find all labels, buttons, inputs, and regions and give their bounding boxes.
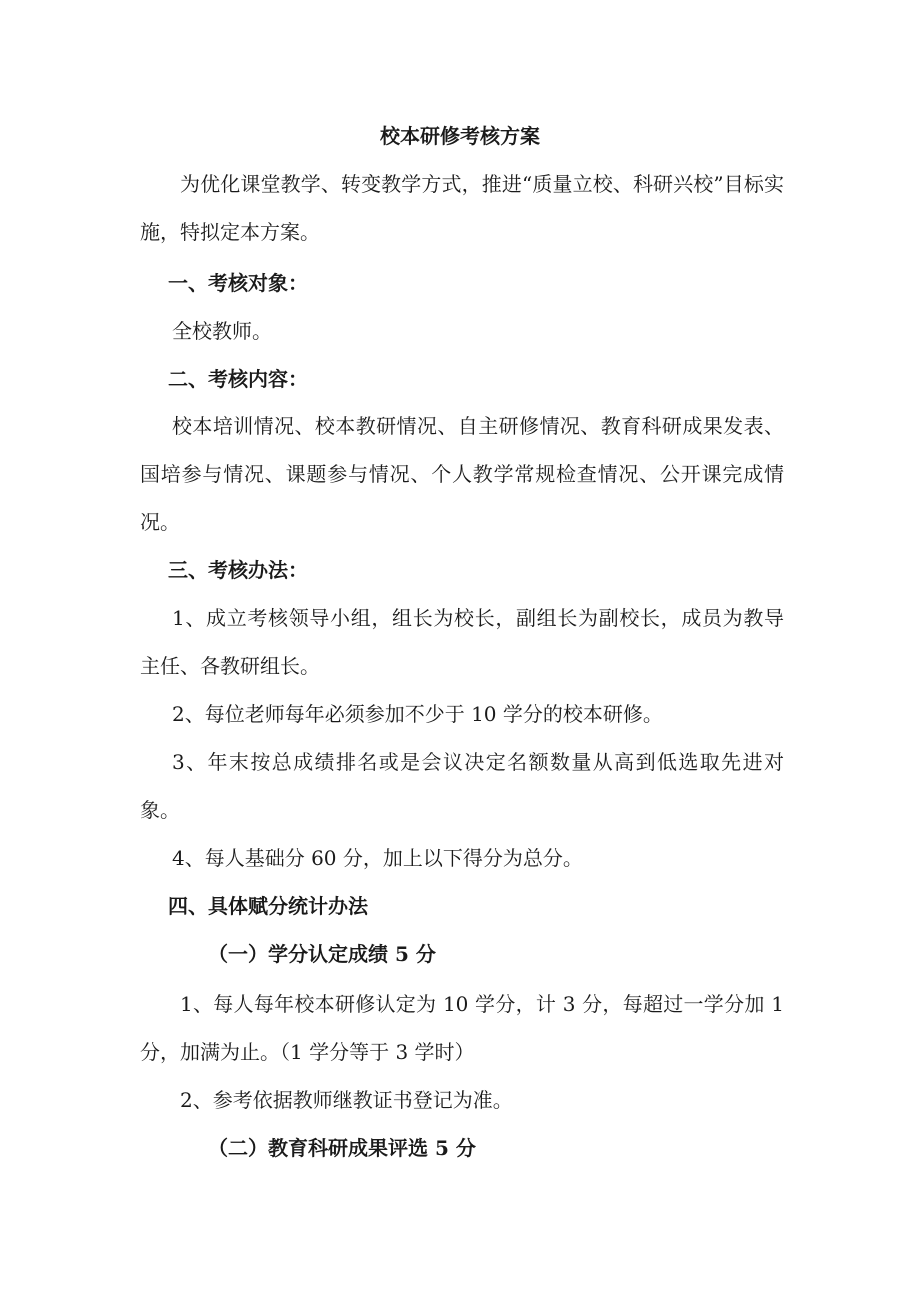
section3-item-3: 3、年末按总成绩排名或是会议决定名额数量从高到低选取先进对象。: [140, 750, 784, 822]
section4-sub2-heading: （二）教育科研成果评选 5 分: [208, 1136, 476, 1160]
section3-item-4: 4、每人基础分 60 分，加上以下得分为总分。: [172, 846, 583, 870]
section2-body: 校本培训情况、校本教研情况、自主研修情况、教育科研成果发表、国培参与情况、课题参与情况、个人教学常规检查情况、公开课完成情况。: [140, 414, 784, 534]
intro-paragraph: 为优化课堂教学、转变教学方式，推进“质量立校、科研兴校”目标实施，特拟定本方案。: [140, 172, 784, 244]
section4-sub1-heading: （一）学分认定成绩 5 分: [208, 942, 436, 966]
section3-heading: 三、考核办法：: [168, 558, 308, 582]
section4-sub1-item-2: 2、参考依据教师继教证书登记为准。: [180, 1088, 513, 1112]
document-title: 校本研修考核方案: [380, 124, 540, 148]
section1-body: 全校教师。: [172, 319, 272, 343]
section1-heading: 一、考核对象：: [168, 271, 308, 295]
section3-item-1: 1、成立考核领导小组，组长为校长，副组长为副校长，成员为教导主任、各教研组长。: [140, 606, 784, 678]
section3-item-2: 2、每位老师每年必须参加不少于 10 学分的校本研修。: [172, 702, 663, 726]
section4-heading: 四、具体赋分统计办法: [168, 894, 368, 918]
section4-sub1-item-1: 1、每人每年校本研修认定为 10 学分，计 3 分，每超过一学分加 1 分，加满为止。（1 学分等于 3 学时）: [140, 992, 784, 1064]
section2-heading: 二、考核内容：: [168, 367, 308, 391]
